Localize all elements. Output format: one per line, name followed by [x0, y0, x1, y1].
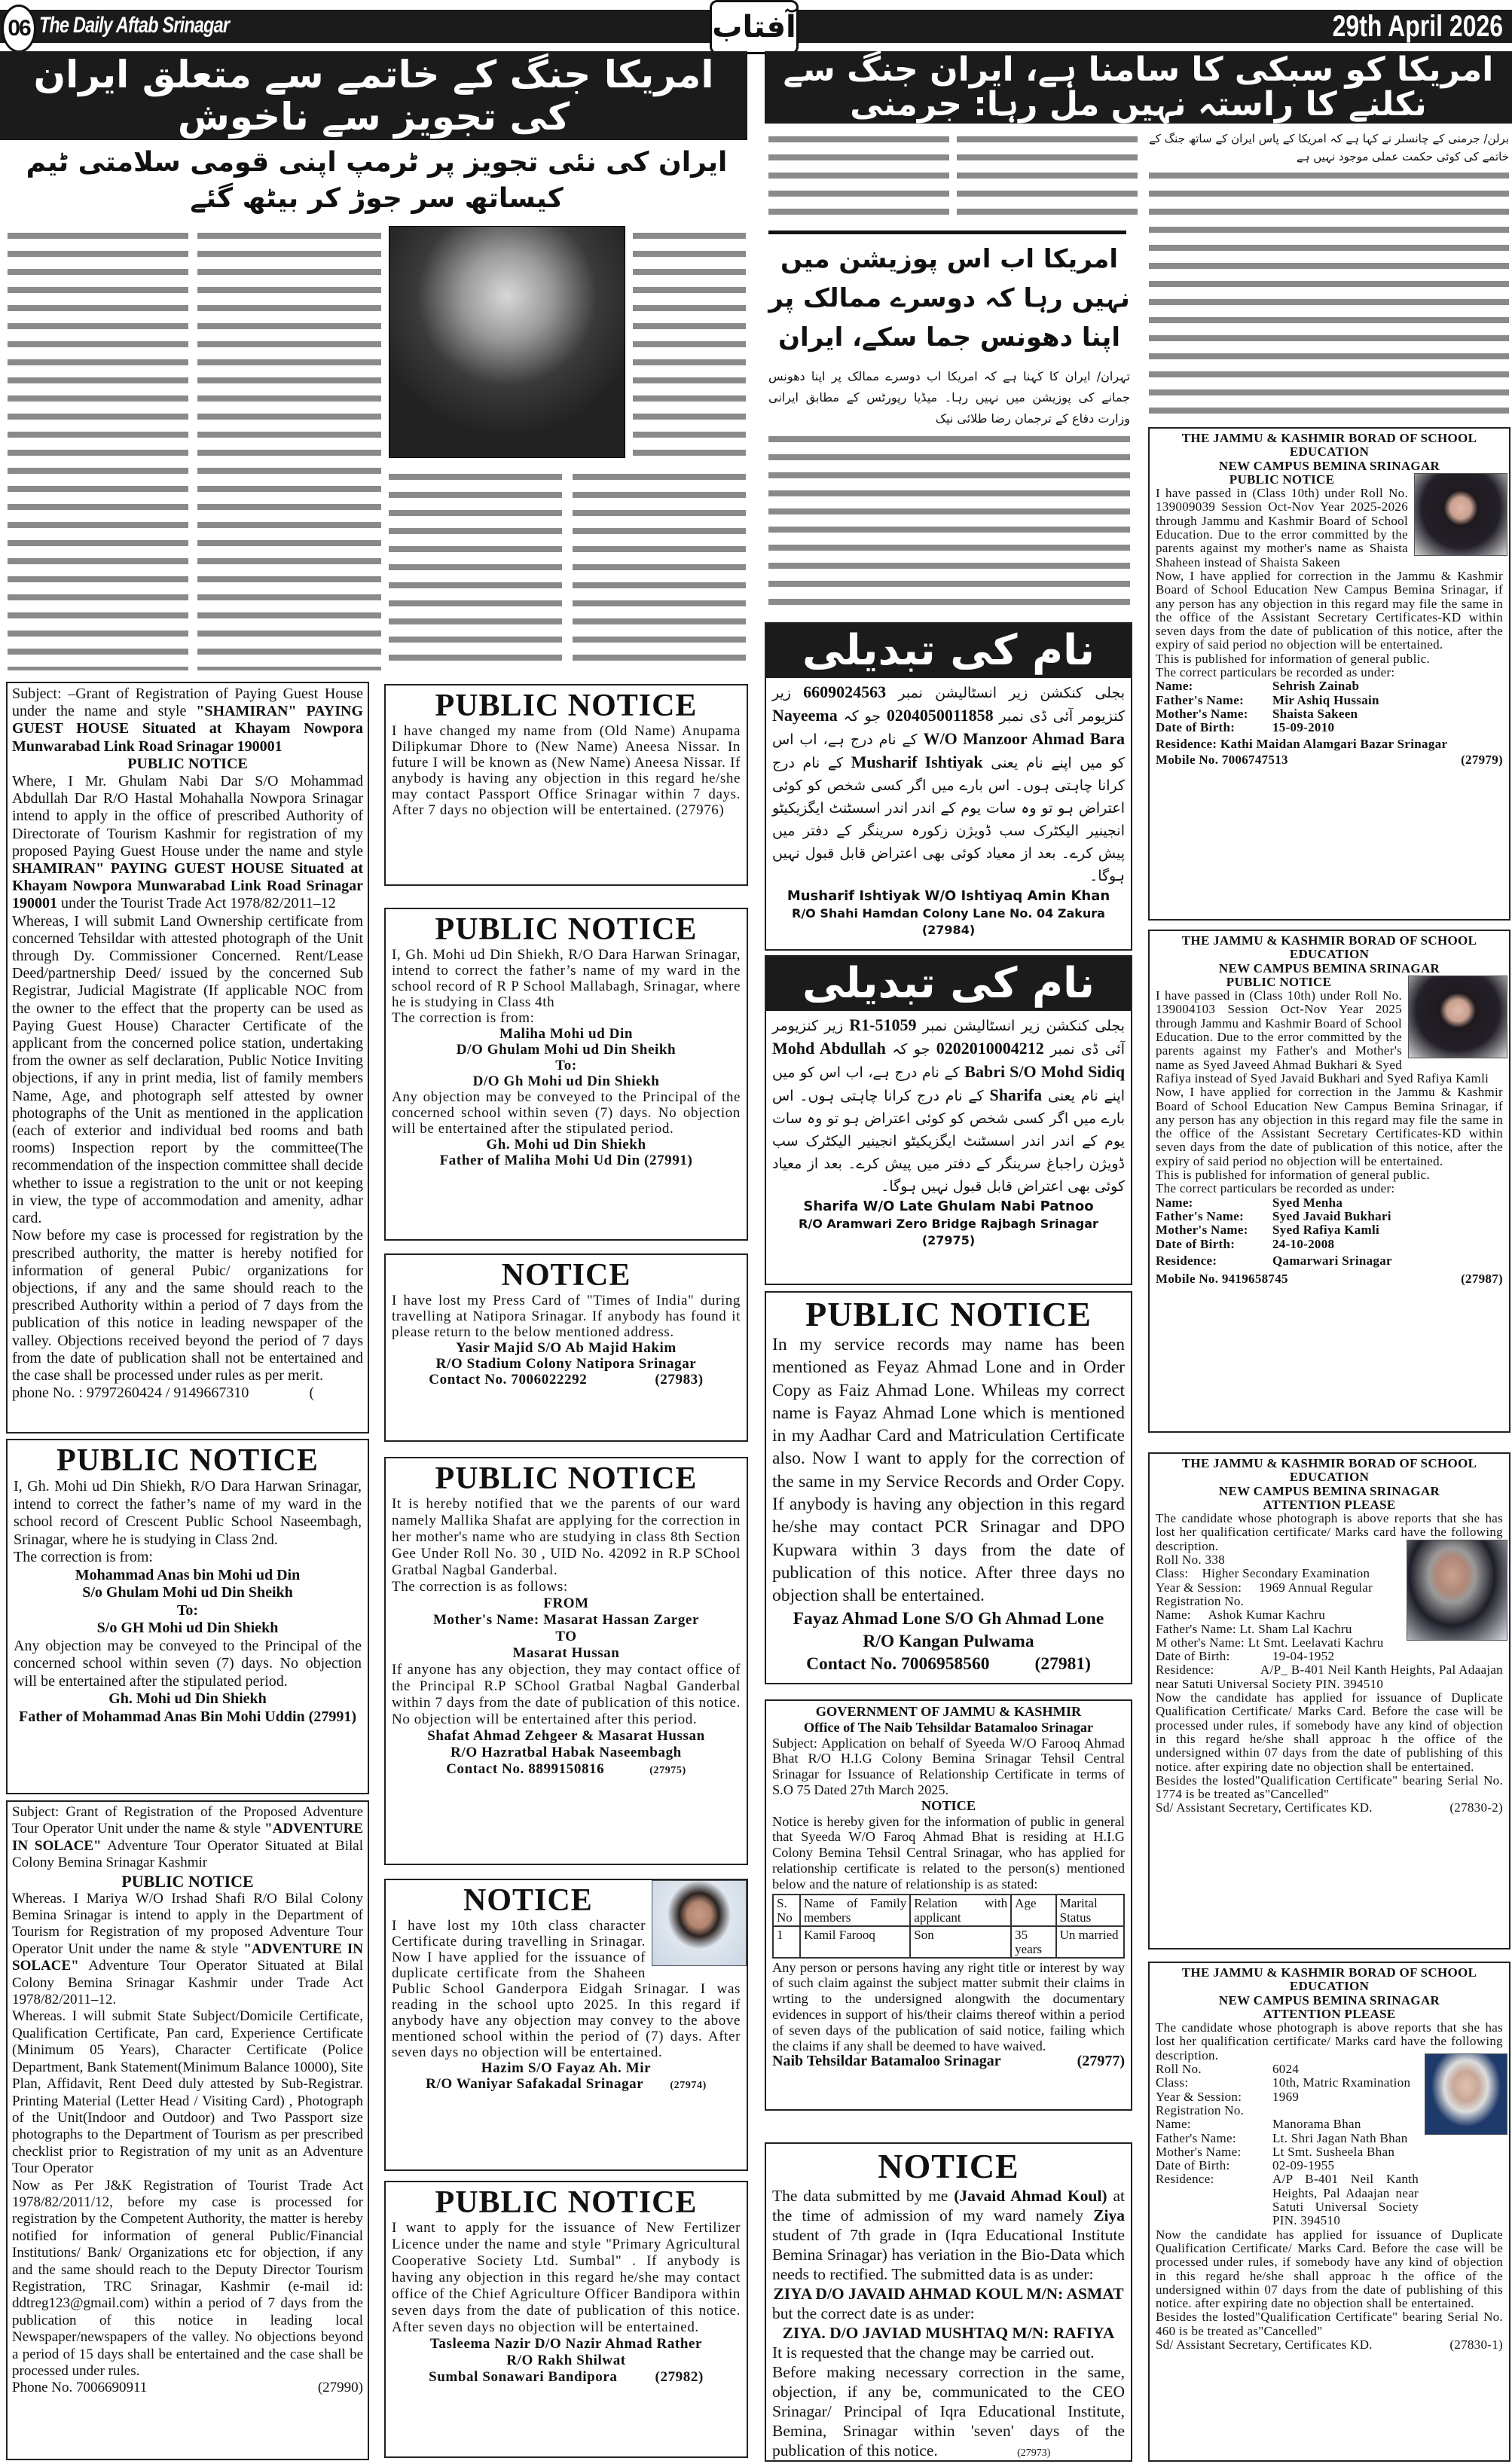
ad-residence: Residence: Kathi Maidan Alamgari Bazar Srinagar	[1156, 736, 1448, 751]
ad-code: (27983)	[655, 1372, 704, 1388]
ad-text-part: کے نام درج کرانا چاہتی ہوں۔ اس بارے میں اگر کسی شخص کو کوئی اعتراض ہو تو وہ سات یوم کے اندر اندر اسسٹنٹ ایگزیکیٹو انجینیر الیکٹرک سب ڈویژن راجباغ سرینگر کے دفتر میں پیش کرے۔ بعد از معیاد کوئی بھی اعتراض قابل قبول نہیں ہوگا۔	[772, 1088, 1125, 1195]
field-label: Name:	[1156, 679, 1193, 694]
ad-text-bold: "ADVENTURE IN SOLACE"	[12, 1940, 363, 1974]
field-value: Syed Menha	[1272, 1195, 1343, 1210]
ad-name-change-anupama	[384, 684, 748, 886]
ad-urdu-name-change-2	[765, 955, 1132, 1285]
ad-text: I have lost my Press Card of "Times of India" during travelling at Natipora Srinagar. If anybody has found it please return to the below mentioned address.	[392, 1293, 741, 1340]
ad-heading: Office of The Naib Tehsildar Batamaloo Srinagar	[803, 1719, 1094, 1735]
ad-crescent-school-correction	[6, 1439, 369, 1794]
field-label: Class:	[1156, 2075, 1189, 2090]
ad-phone: phone No. : 9797260424 / 9149667310	[12, 1385, 249, 1402]
field-value: 10th, Matric Rxamination	[1272, 2075, 1411, 2090]
ad-subject: Adventure Tour Operator Situated at Bilal Colony Bemina Srinagar Kashmir	[12, 1837, 363, 1871]
ad-signature: Shafat Ahmad Zehgeer & Masarat Hussan	[427, 1728, 705, 1744]
correct-data: ZIYA. D/O JAVIAD MUSHTAQ M/N: RAFIYA	[782, 2324, 1115, 2342]
table-cell: Son	[910, 1926, 1011, 1958]
field-label: Date of Birth:	[1156, 1236, 1236, 1251]
ad-name: To:	[176, 1601, 199, 1619]
field-label: Date of Birth:	[1156, 720, 1236, 735]
ad-code: (27987)	[1461, 1272, 1503, 1287]
ad-phone: Phone No. 7006690911	[12, 2380, 148, 2396]
ad-heading: THE JAMMU & KASHMIR BORAD OF SCHOOL EDUCATION	[1181, 933, 1477, 962]
ad-code: (27981)	[1034, 1654, 1091, 1675]
table-cell: Kamil Farooq	[800, 1926, 910, 1958]
applicant-photo	[652, 1880, 747, 1966]
ad-text-bold: Ziya	[1093, 2206, 1126, 2224]
ad-name: S/o GH Mohi ud Din Shiekh	[96, 1620, 279, 1636]
ad-text: I want to apply for the issuance of New Fertilizer Licence under the name and style "Primary Agricultural Cooperative Society Ltd. Sumbal" . If anybody is having any objection in this regard he/she may contact office of the Chief Agriculture Officer Bandipora within seven days from the date of publication of this notice. After seven days no objection will be entertained.	[392, 2220, 741, 2335]
ad-text: Now the candidate has applied for issuance of Duplicate Qualification Certificate/ Marks Card. Before the case will be processed under rules, if somebody have any kind of objection in this regard he/she shall approac h the office of the undersigned within 07 days from the date of publishing of this notice. after expiring date no objection shall be entertained.	[1156, 1690, 1503, 1774]
ad-title: PUBLIC NOTICE	[805, 1295, 1092, 1333]
ad-text: Where, I Mr. Ghulam Nabi Dar S/O Mohammad Abdullah Dar R/O Hastal Mohahalla Nowpora Srinagar intend to apply in the office of prescribed Authority of Directorate of Tourism Kashmir for registration of my proposed Paying Guest House under the name and style	[12, 773, 363, 859]
ad-title: NOTICE	[501, 1258, 631, 1293]
story2-lead: تہران/ ایران کا کہنا ہے کہ امریکا اب دوسرے ممالک پر اپنا دھونس جمانے کی پوزیشن میں نہیں رہا۔ میڈیا رپورٹس کے مطابق ایرانی وزارت دفاع کے ترجمان رضا طلائی نیک	[768, 369, 1130, 426]
ad-text-part: جو کہ	[843, 708, 881, 725]
ad-code: (27991)	[308, 1708, 356, 1725]
ad-text: at the time of admission of my ward namely	[772, 2187, 1125, 2224]
ad-subject: Subject: Grant of Registration of the Proposed Adventure Tour Operator Unit under the name & style	[12, 1804, 363, 1837]
ad-heading: THE JAMMU & KASHMIR BORAD OF SCHOOL EDUCATION	[1181, 1965, 1477, 1994]
field-value: Manorama Bhan	[1272, 2117, 1361, 2132]
ad-address: R/O Waniyar Safakadal Srinagar	[426, 2076, 643, 2092]
ad-name: Mohammad Anas bin Mohi ud Din	[75, 1566, 301, 1583]
ad-name: Mother's Name: Masarat Hassan Zarger	[433, 1612, 699, 1628]
field-value: Lt. Shri Jagan Nath Bhan	[1272, 2130, 1408, 2145]
ad-contact: Contact No. 8899150816	[446, 1761, 605, 1777]
table-cell: Un married	[1056, 1926, 1124, 1958]
ad-signature: Hazim S/O Fayaz Ah. Mir	[481, 2060, 652, 2076]
ad-text: I have passed in (Class 10th) under Roll No. 139004103 Session Oct-Nov Year 2025 through Jammu and Kashmir Board of School Education. Due to the error committed by the parents against my Father's and Mother's name as Syed Javeed Ahmad Bukhari & Syed Rafiya instead of Syed Javaid Bukhari and Syed Rafiya Kamli	[1156, 988, 1489, 1085]
ad-contact: Contact No. 7006022292	[429, 1372, 588, 1388]
ad-signature: Father of Maliha Mohi Ud Din	[439, 1153, 640, 1168]
ad-text-part: کے نام درج ہے، اب اس کو میں اپنے نام یعنی	[772, 731, 1125, 771]
right-story-column	[1149, 130, 1509, 416]
field-label: Registration No.	[1156, 1593, 1245, 1608]
field-label: Name:	[1156, 1195, 1193, 1210]
news-text-column	[573, 467, 746, 670]
ad-signature: Gh. Mohi ud Din Shiekh	[486, 1137, 646, 1153]
ad-signature: Fayaz Ahmad Lone S/O Gh Ahmad Lone	[793, 1608, 1104, 1629]
ad-text: but the correct date is as under:	[772, 2304, 975, 2322]
ad-signature: Naib Tehsildar Batamaloo Srinagar	[772, 2053, 1001, 2070]
ad-code: (27973)	[1017, 2447, 1051, 2459]
field-value: Shaista Sakeen	[1272, 706, 1358, 721]
ad-text: Notice is hereby given for the information of public in general that Syeeda W/O Faroq Ahmad Bhat is residing at H.I.G Colony Bemina Tehsil Central Srinagar, who has applied for relationship certificate is related to the person(s) mentioned below and the nature of relationship is as stated:	[772, 1813, 1125, 1892]
ad-text: The candidate whose photograph is above reports that she has lost her qualification certificate/ Marks card have the following description.	[1156, 2020, 1503, 2062]
news-text-column	[768, 130, 949, 220]
consumer-id: 0202010004212	[936, 1039, 1044, 1058]
ad-title: PUBLIC NOTICE	[121, 1871, 254, 1891]
ad-subject: Subject: –Grant of Registration of Paying Guest House under the name and style	[12, 685, 363, 720]
ad-lost-press-card	[384, 1253, 748, 1442]
ad-title: PUBLIC NOTICE	[435, 2185, 698, 2220]
ad-heading: NEW CAMPUS BEMINA SRINAGAR	[1218, 1483, 1440, 1498]
field-value: Ashok Kumar Kachru	[1208, 1608, 1326, 1623]
field-value: Mir Ashiq Hussain	[1272, 692, 1379, 707]
ad-title: ATTENTION PLEASE	[1263, 2006, 1396, 2021]
field-value: 19-04-1952	[1272, 1649, 1335, 1664]
ad-mobile: Mobile No. 9419658745	[1156, 1272, 1288, 1287]
field-label: Name:	[1156, 2117, 1191, 2132]
ad-text-part: بجلی کنکشن زیر انسٹالیشن نمبر	[922, 1018, 1126, 1034]
ad-title: NOTICE	[463, 1883, 593, 1918]
ad-lost-character-certificate	[384, 1879, 748, 2171]
ad-heading: NEW CAMPUS BEMINA SRINAGAR	[1218, 458, 1440, 473]
ad-text: In my service records may name has been mentioned as Feyaz Ahmad Lone and in Order Copy as Faiz Ahmad Lone. Whileas my correct name is Fayaz Ahmad Lone which is mentioned in my Aadhar Card and Matriculation Certificate also. Now I want to apply for the correction of the same in my Service Records and Order Copy. If anybody is having any objection in this regard he/she may contact PCR Srinagar and DPO Kupwara within 3 days from the date of publication of this notice. After three days no objection shall be entertained.	[772, 1335, 1125, 1606]
ad-text: The data submitted by me	[772, 2187, 948, 2205]
field-value: 02-09-1955	[1272, 2158, 1335, 2173]
field-value: Lt Smt. Susheela Bhan	[1272, 2144, 1395, 2159]
field-label: Date of Birth:	[1156, 1649, 1230, 1664]
ad-name: Masarat Hussan	[512, 1645, 620, 1661]
ad-heading: THE JAMMU & KASHMIR BORAD OF SCHOOL EDUCATION	[1181, 1456, 1477, 1485]
field-value: 15-09-2010	[1272, 720, 1335, 735]
ad-address: R/O Stadium Colony Natipora Srinagar	[435, 1356, 697, 1372]
ad-code: (27982)	[655, 2369, 704, 2385]
ad-title: نام کی تبدیلی	[766, 624, 1131, 678]
ad-relationship-certificate	[765, 1699, 1132, 2111]
ad-code: (27979)	[1461, 752, 1503, 767]
field-value: 24-10-2008	[1272, 1236, 1335, 1251]
ad-subject-bold: "ADVENTURE IN SOLACE"	[12, 1821, 364, 1854]
ad-subject: Subject: Application on behalf of Syeeda W/O Farooq Ahmad Bhat R/O H.I.G Colony Bemina Srinagar Tehsil Central Srinagar for Issuance of Relationship Certificate in terms of S.O 75 Dated 27th March 2025.	[772, 1735, 1125, 1797]
ad-title: PUBLIC NOTICE	[435, 912, 698, 947]
old-name: Nayeema W/O Manzoor Ahmad Bara	[772, 706, 1126, 748]
news-text-lines	[1149, 166, 1509, 414]
ad-name: Maliha Mohi ud Din	[499, 1026, 634, 1042]
ad-title: NOTICE	[921, 1797, 976, 1813]
ad-label: FROM	[543, 1595, 589, 1611]
news-text-column	[633, 226, 746, 460]
applicant-photo	[1414, 473, 1507, 556]
old-name: Mohd Abdullah Babri S/O Mohd Sidiq	[772, 1039, 1125, 1081]
ad-text: The correct particulars be recorded as under:	[1156, 1181, 1395, 1196]
ad-title: PUBLIC NOTICE	[1229, 472, 1335, 487]
table-header: Relation with applicant	[910, 1895, 1011, 1926]
ad-text	[772, 681, 1125, 887]
ad-text: Now the candidate has applied for issuance of Duplicate Qualification Certificate/ Marks Card. Before the case will be processed under rules, if somebody have any kind of objection in this regard he/she shall approac h the office of the undersigned within 07 days from the date of publishing of this notice. after expiring date no objection shall be entertained.	[1156, 2227, 1503, 2311]
field-label: Date of Birth:	[1156, 2158, 1230, 2173]
ad-text: Now, I have applied for correction in the Jammu & Kashmir Board of School Education New Campus Bemina Srinagar, if any person has any objection in this regard may file the same in the office of the Assistant Secretary Certificates-KD within seven days from the date of publication of this notice, after the expiry of said period no objection will be entertained.	[1156, 568, 1503, 652]
news-text-lines	[768, 429, 1130, 610]
ad-signature: Sharifa W/O Late Ghulam Nabi Patnoo	[803, 1198, 1094, 1214]
ad-mobile: Mobile No. 7006747513	[1156, 752, 1288, 767]
ad-code: (27991)	[644, 1153, 693, 1168]
ad-title: PUBLIC NOTICE	[57, 1443, 319, 1478]
ad-text: Whereas. I will submit State Subject/Domicile Certificate, Qualification Certificate, Pan card, Experience Certificate (Minimum 05 Years), Character Certificate (Police Department, Bank Statement(Minimum Balance 10000), Site Plan, Affidavit, Rent Deed duly attested by Sub-Registrar. Printing Material (Letter Head / Visiting Card) , Photograph of the Unit(Indoor and Outdoor) and Two Passport size photographs to the Department of Tourism as per prescribed checklist prior to Registration of my unit as an Adventure Tour Operator	[12, 2008, 363, 2177]
ad-board-lost-certificate-kachru	[1148, 1452, 1510, 1950]
ad-text-part: جو کہ	[892, 1041, 930, 1058]
field-value: Qamarwari Srinagar	[1272, 1253, 1392, 1268]
ad-service-record-correction	[765, 1291, 1132, 1684]
field-label: Residence:	[1156, 1663, 1214, 1678]
ad-fertilizer-licence	[384, 2181, 748, 2458]
table-header: S. No	[773, 1895, 800, 1926]
particulars-list	[1156, 2062, 1419, 2228]
ad-code: (27830-1)	[1449, 2337, 1503, 2353]
ad-subject-bold: "SHAMIRAN" PAYING GUEST HOUSE Situated at Khayam Nowpora Munwarabad Link Road Srinagar 190001	[12, 703, 364, 755]
ad-signature: Sd/ Assistant Secretary, Certificates KD.	[1156, 2337, 1373, 2353]
installation-number: 6609024563	[803, 682, 887, 701]
ad-name: To:	[555, 1058, 577, 1073]
applicant-photo	[1408, 976, 1507, 1058]
consumer-id: 0204050011858	[886, 706, 994, 725]
news-text-column	[957, 130, 1138, 220]
table-header: Name of Family members	[800, 1895, 910, 1926]
ad-text: Whereas, I will submit Land Ownership certificate from concerned Tehsildar with attested photograph of the Unit through Dy. Commissioner Concerned. Rent/Lease Deed/partnership Deed/ issued by the concerned Sub Registrar, Judicial Magistrate (If applicable NOC from the owner to the effect that the property can be used as Paying Guest House) Character Certificate of the applicant from the concerned police station, undertaking from the owner as self declaration, Public Notice Inviting objections, if any in print media, list of family members Name, Age, and photograph self attested by owner photographs of the Unit as mentioned in the application (each of exterior and individual bed rooms and bath rooms) Inspection report by the committee(The recommendation of the inspection committee shall decide whether to issue a registration to the unit or not keeping in view, the type of accommodation and amenity, adhar card.	[12, 912, 363, 1227]
news-photo	[389, 226, 625, 458]
ad-signature: Yasir Majid S/O Ab Majid Hakim	[456, 1340, 677, 1356]
field-label: Name:	[1156, 1608, 1191, 1623]
ad-text: Any objection may be conveyed to the Principal of the concerned school within seven (7) days. No objection will be entertained after the stipulated period.	[392, 1089, 741, 1137]
ad-board-correction-menha	[1148, 930, 1510, 1433]
ad-text: The correction is from:	[14, 1549, 153, 1565]
ad-text: Whereas. I Mariya W/O Irshad Shafi R/O Bilal Colony Bemina Srinagar is intend to apply in the Department of Tourism for Registration of my proposed Adventure Tour Operator Unit under the name & style	[12, 1890, 363, 1957]
field-value: Higher Secondary Examination	[1202, 1566, 1370, 1581]
news-text-column	[389, 467, 562, 670]
ad-heading: THE JAMMU & KASHMIR BORAD OF SCHOOL EDUCATION	[1181, 431, 1477, 460]
ad-text: I have changed my name from (Old Name) Anupama Dilipkumar Dhore to (New Name) Aneesa Nissar. In future I will be known as (New Name) Aneesa Nissar. If anybody is having any objection in this regard he/she may contact Passport Office Srinagar within 7 days. After 7 days no objection will be entertained.	[392, 723, 741, 818]
field-label: Father's Name:	[1156, 1208, 1245, 1223]
field-label: Mother's Name:	[1156, 2144, 1242, 2159]
field-value: Lt. Sham Lal Kachru	[1239, 1621, 1352, 1636]
ad-adventure-in-solace	[6, 1800, 369, 2460]
ad-address: R/O Aramwari Zero Bridge Rajbagh Srinagar (27975)	[799, 1217, 1098, 1247]
field-label: Residence:	[1156, 1253, 1217, 1268]
ad-name: D/O Gh Mohi ud Din Shiekh	[472, 1073, 660, 1089]
new-name: Sharifa	[989, 1085, 1043, 1104]
ad-board-correction-sehrish	[1148, 427, 1510, 921]
candidate-photo	[1425, 2053, 1507, 2135]
ad-text: The correction is from:	[392, 1010, 535, 1026]
ad-text	[772, 1014, 1125, 1198]
table-header-row	[773, 1895, 1124, 1926]
ad-mallika-mother-name	[384, 1457, 748, 1865]
news-text-column	[8, 226, 188, 670]
ad-urdu-name-change-1	[765, 622, 1132, 951]
ad-text: Before making necessary correction in the same, objection, if any be, communicated to the CEO Srinagar/ Principal of Iqra Educational Institute, Bemina, Srinagar within 'seven' days of the publication of this notice.	[772, 2363, 1125, 2459]
ad-board-lost-certificate-bhan	[1148, 1962, 1510, 2462]
ad-text: I have lost my 10th class character Certificate during travelling in Srinagar. Now I have applied for the issuance of duplicate certificate from the Shaheen Public School Ganderpora Eidgah Srinagar. I was reading in the school upto 2025. In this regard if anybody have any objection may convey to the above mentioned school within the period of (7) days. After seven days no objection will be entertained.	[392, 1918, 741, 2060]
ad-signature: Father of Mohammad Anas Bin Mohi Uddin	[18, 1708, 305, 1725]
ad-text: Now as Per J&K Registration of Tourist Trade Act 1978/82/2011/12, before my case is processed for registration by the Competent Authority, the matter is hereby notified for information of general Public/Financial Institutions/ Bank/ Organizations etc for objection, if any and the same should reach to the Deputy Director Tourism Registration, TRC Srinagar, Kashmir (e-mail id: ddtreg123@gmail.com) within a period of 7 days from the publication of this notice in leading local Newspaper/newspapers of the valley. No objections beyond a period of 15 days shall be entertained and the case shall be processed under rules.	[12, 2177, 363, 2379]
ad-text-bold: SHAMIRAN" PAYING GUEST HOUSE Situated at Khayam Nowpora Munwarabad Link Road Srinagar 190001	[12, 860, 363, 912]
ad-text-bold: (Javaid Ahmad Koul)	[954, 2187, 1107, 2205]
ad-signature: Musharif Ishtiyak W/O Ishtiyaq Amin Khan	[787, 888, 1110, 904]
field-label: Class:	[1156, 1566, 1189, 1581]
submitted-data: ZIYA D/O JAVAID AHMAD KOUL M/N: ASMAT	[773, 2285, 1124, 2303]
field-value: A/P_ B-401 Neil Kanth Heights, Pal Adaajan near Satuti Universal Society PIN. 394510	[1156, 1663, 1503, 1691]
candidate-photo	[1407, 1540, 1507, 1641]
field-value	[1272, 2104, 1419, 2117]
ad-text: Any objection may be conveyed to the Principal of the concerned school within seven (7) days. No objection will be entertained after the stipulated period.	[14, 1637, 362, 1690]
page-number: 06	[2, 5, 36, 53]
left-headline: امریکا جنگ کے خاتمے سے متعلق ایران کی تجویز سے ناخوش	[0, 51, 747, 140]
table-cell: 35 years	[1011, 1926, 1055, 1958]
ad-heading: NEW CAMPUS BEMINA SRINAGAR	[1218, 1992, 1440, 2008]
ad-text: The correct particulars be recorded as under:	[1156, 665, 1395, 680]
ad-title: PUBLIC NOTICE	[1226, 974, 1332, 989]
new-name: Musharif Ishtiyak	[851, 753, 983, 771]
ad-text: Besides the losted"Qualification Certificate" bearing Serial No. 460 is be treated as"Cancelled"	[1156, 2310, 1503, 2338]
ad-text: under the Tourist Trade Act 1978/82/2011–12	[61, 895, 336, 912]
particulars-list	[1156, 679, 1503, 734]
ad-text: I, Gh. Mohi ud Din Shiekh, R/O Dara Harwan Srinagar, intend to correct the father’s name of my ward in the school record of R P School Mallabagh, Srinagar, where he is studying in Class 4th	[392, 947, 741, 1010]
ad-title: PUBLIC NOTICE	[127, 755, 248, 772]
ad-title: PUBLIC NOTICE	[435, 1461, 698, 1496]
divider	[768, 231, 1126, 234]
ad-title: NOTICE	[878, 2147, 1019, 2185]
field-label: Roll No.	[1156, 1553, 1202, 1568]
field-label: Residence:	[1156, 2172, 1214, 2187]
ad-code: (27974)	[670, 2080, 707, 2091]
ad-name: D/O Ghulam Mohi ud Din Sheikh	[456, 1042, 677, 1058]
story2-column	[768, 366, 1130, 613]
ad-contact: Contact No. 7006958560	[806, 1654, 990, 1675]
ad-text: This is published for information of general public.	[1156, 651, 1431, 666]
right-headline: امریکا کو سبکی کا سامنا ہے، ایران جنگ سے نکلنے کا راستہ نہیں مل رہا: جرمنی	[765, 51, 1512, 124]
ad-address: R/O Kangan Pulwama	[863, 1631, 1034, 1651]
ad-name: S/o Ghulam Mohi ud Din Sheikh	[82, 1584, 293, 1601]
field-value: 1969 Annual Regular	[1258, 1580, 1373, 1595]
field-label: Registration No.	[1156, 2102, 1245, 2117]
ad-text: Adventure Tour Operator Situated at Bilal Colony Bemina Srinagar Kashmir under Trade Act 1978/82/2011–12.	[12, 1958, 364, 2008]
ad-text-part: کے نام درج کرانا چاہتی ہوں۔ اس بارے میں اگر کسی شخص کو کوئی اعتراض ہو تو وہ سات یوم کے اندر اندر اسسٹنٹ ایگزیکیٹو انجینیر الیکٹرک سب ڈویژن زکورہ سرینگر کے دفتر میں پیش کرے۔ بعد از معیاد کوئی بھی اعتراض قابل قبول نہیں ہوگا۔	[772, 755, 1125, 884]
ad-code: (27990)	[317, 2380, 363, 2396]
ad-text-part: زیر کنزیومر آئی ڈی نمبر	[772, 685, 1125, 725]
table-row	[773, 1926, 1124, 1958]
ad-heading: NEW CAMPUS BEMINA SRINAGAR	[1218, 960, 1440, 976]
field-label: Father's Name:	[1156, 2130, 1236, 2145]
ad-text: Now, I have applied for correction in the Jammu & Kashmir Board of School Education New Campus Bemina Srinagar, if any person has any objection in this regard may file the same in the office of the Assistant Secretary Certificates-KD within seven days from the date of publication of this notice, after the expiry of said period no objection will be entertained.	[1156, 1085, 1503, 1168]
ad-address: R/O Hazratbal Habak Naseembagh	[451, 1745, 682, 1760]
field-value: Syed Rafiya Kamli	[1272, 1223, 1380, 1238]
field-value: 338	[1205, 1553, 1225, 1568]
ad-biodata-correction	[765, 2142, 1132, 2462]
ad-address: R/O Rakh Shilwat	[506, 2353, 626, 2368]
field-label: Mother's Name:	[1156, 1223, 1248, 1238]
ad-text: The candidate whose photograph is above reports that she has lost her qualification certificate/ Marks card have the following description.	[1156, 1511, 1503, 1553]
field-label: Father's Name:	[1156, 1621, 1236, 1636]
field-label: Year & Session:	[1156, 2089, 1242, 2104]
ad-text: The correction is as follows:	[392, 1579, 568, 1595]
ad-text: I, Gh. Mohi ud Din Shiekh, R/O Dara Harwan Srinagar, intend to correct the father’s name of my ward in the school record of Crescent Public School Naseembagh, Srinagar, where he is studying in Class 2nd.	[14, 1478, 362, 1548]
ad-text-part: کے نام درج ہے، اب اس کو میں اپنے نام یعنی	[772, 1064, 1125, 1104]
ad-text: Any person or persons having any right title or interest by way of such claim against the subject matter submit their claims in wrting to the undersigned alongwith the documentary evidences in support of his/their claims thereof within a period of seven days of the publication of said notice, failing which the claims if any shall be deemed to have waived.	[772, 1959, 1125, 2053]
field-label: Father's Name:	[1156, 692, 1245, 707]
field-value: 1969	[1272, 2089, 1300, 2104]
ad-text: Besides the losted"Qualification Certificate" bearing Serial No. 1774 is be treated as"Cancelled"	[1156, 1772, 1503, 1802]
ad-text-part: زیر کنزیومر آئی ڈی نمبر	[772, 1018, 1125, 1058]
ad-signature: Sd/ Assistant Secretary, Certificates KD.	[1156, 1800, 1373, 1815]
ad-code: (27830-2)	[1449, 1800, 1503, 1815]
issue-date: 29th April 2026	[1332, 10, 1503, 43]
right-story-lead: برلن/ جرمنی کے چانسلر نے کہا ہے کہ امریکا کے پاس ایران کے ساتھ جنگ کے خاتمے کی کوئی حکمت عملی موجود نہیں ہے	[1149, 132, 1509, 163]
ad-title: نام کی تبدیلی	[766, 957, 1131, 1011]
ad-text: If anyone has any objection, they may contact office of the Principal R.P SChool Gratbal Nagbal Ganderbal within 7 days from the date of publication of this notice. No objection will be entertained after this period.	[392, 1662, 741, 1727]
ad-code: (27976)	[675, 802, 725, 818]
ad-text: I have passed in (Class 10th) under Roll No. 139009039 Session Oct-Nov Year 2025-2026 through Jammu and Kashmir Board of School Education. Due to the error committed by the parents against my mother's name as Shaista Shaheen instead of Shaista Sakeen	[1156, 486, 1408, 569]
left-subheadline: ایران کی نئی تجویز پر ٹرمپ اپنی قومی سلامتی ٹیم کیساتھ سر جوڑ کر بیٹھ گئے	[26, 147, 728, 214]
ad-code: (	[309, 1385, 315, 1402]
table-header: Age	[1011, 1895, 1055, 1926]
installation-number: 51059-R1	[849, 1015, 917, 1034]
ad-code: (27977)	[1077, 2053, 1125, 2070]
ad-signature: Tasleema Nazir D/O Nazir Ahmad Rather	[429, 2336, 703, 2352]
field-label: M other's Name:	[1156, 1635, 1245, 1650]
field-label: Mother's Name:	[1156, 706, 1248, 721]
table-cell: 1	[773, 1926, 800, 1958]
ad-text-part: بجلی کنکشن زیر انسٹالیشن نمبر	[898, 685, 1126, 701]
ad-address: Sumbal Sonawari Bandipora	[429, 2369, 618, 2385]
paper-logo: آفتاب	[710, 0, 799, 54]
ad-text: It is requested that the change may be carried out.	[772, 2343, 1095, 2362]
ad-text: It is hereby notified that we the parents of our ward namely Mallika Shafat are applying for the correction in her mother's name who are studying in class 8th Section Gee Under Roll No. 30 , UID No. 42092 in R.P SChool Gratbal Nagbal Ganderbal.	[392, 1496, 741, 1578]
field-value: Lt Smt. Leelavati Kachru	[1248, 1635, 1384, 1650]
ad-title: ATTENTION PLEASE	[1263, 1497, 1396, 1512]
ad-code: (27975)	[649, 1765, 686, 1776]
ad-maliha-school-correction	[384, 908, 748, 1241]
ad-text: student of 7th grade in (Iqra Educational Institute Bemina Srinagar) has veriation in the Bio-Data which needs to rectified. The submitted data is as under:	[772, 2226, 1125, 2283]
particulars-list	[1156, 1196, 1503, 1268]
table-header: Marital Status	[1056, 1895, 1124, 1926]
news-text-column	[197, 226, 381, 670]
field-label: Roll No.	[1156, 2062, 1202, 2077]
field-value: A/P B-401 Neil Kanth Heights, Pal Adaajan near Satuti Universal Society PIN. 394510	[1272, 2172, 1419, 2228]
ad-text: Now before my case is processed for registration by the prescribed authority, the matter is hereby notified for information of general Pubic/ organizations for objections, if any and the same should reach to the prescribed Authority within a period of 7 days from the publication of this notice in leading newspaper of the valley. Objections received beyond the period of 7 days from the date of publication shall not be entertained and the case shall be processed under rules as per merit.	[12, 1227, 363, 1384]
relationship-table	[772, 1894, 1125, 1959]
ad-heading: GOVERNMENT OF JAMMU & KASHMIR	[815, 1704, 1082, 1719]
ad-shamiran-guest-house	[6, 682, 369, 1434]
ad-address: R/O Shahi Hamdan Colony Lane No. 04 Zakura (27984)	[792, 906, 1105, 937]
field-value: Sehrish Zainab	[1272, 679, 1360, 694]
field-label: Year & Session:	[1156, 1580, 1242, 1595]
ad-text: This is published for information of general public.	[1156, 1168, 1431, 1183]
ad-signature: Gh. Mohi ud Din Shiekh	[108, 1690, 267, 1707]
field-value: 6024	[1272, 2062, 1300, 2077]
paper-name: The Daily Aftab Srinagar	[39, 13, 230, 38]
field-value: Syed Javaid Bukhari	[1272, 1208, 1391, 1223]
ad-title: PUBLIC NOTICE	[435, 689, 698, 723]
story2-headline: امریکا اب اس پوزیشن میں نہیں رہا کہ دوسرے ممالک پر اپنا دھونس جما سکے، ایران	[768, 244, 1130, 353]
ad-label: TO	[555, 1629, 577, 1644]
